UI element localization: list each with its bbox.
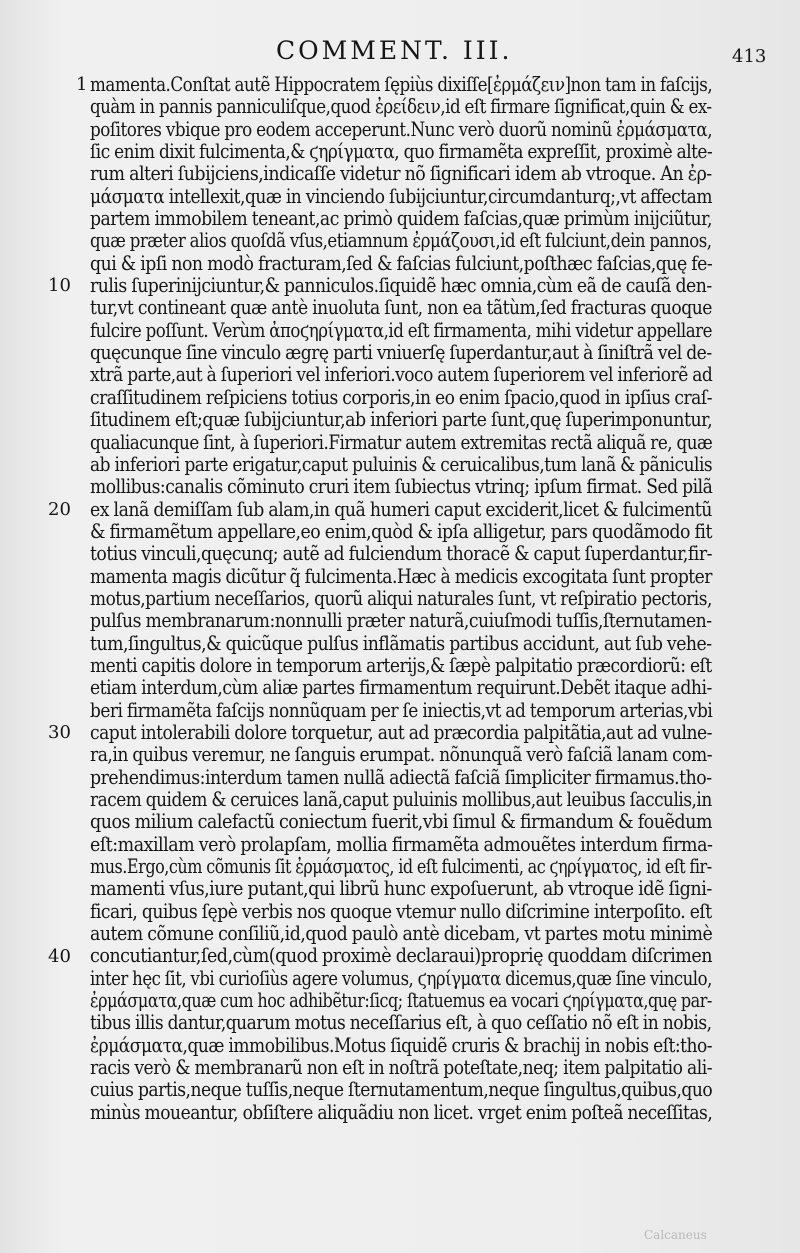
text-line: inter hęc ſit, vbi curioſiùs agere volumus, ϛηρίγματα dicemus,quæ ſine vinculo, xyxy=(90,966,712,990)
text-line: pulſus membranarum:nonnulli præter naturã,cuiuſmodi tuſſis,ſternutamen- xyxy=(90,609,712,633)
text-line: etiam interdum,cùm aliæ partes firmamentum requirunt.Debẽt itaque adhi- xyxy=(90,676,712,700)
text-line: μάσματα intellexit,quæ in vinciendo ſubijciuntur,circumdanturq;,vt affectam xyxy=(90,184,712,208)
text-line: caput intolerabili dolore torquetur, aut ad præcordia palpitãtia,aut ad vulne- xyxy=(90,720,712,744)
text-line: mamenti vſus,iure putant,qui librũ hunc expoſuerunt, ab vtroque idẽ ſigni- xyxy=(90,877,712,901)
margin-line-number: 40 xyxy=(48,945,71,967)
text-line: concutiantur,ſed,cùm(quod proximè declaraui)proprię quoddam diſcrimen xyxy=(90,944,713,968)
text-line: racis verò & membranarũ non eſt in noſtrã poteſtate,neq; item palpitatio ali- xyxy=(90,1056,713,1080)
text-line: mamenta magis dicũtur q̃ fulcimenta.Hæc à medicis excogitata ſunt propter xyxy=(90,564,712,588)
text-line: ἐρμάσματα,quæ cum hoc adhibẽtur:ſicq; ſtatuemus ea vocari ϛηρίγματα,quę par- xyxy=(90,989,712,1013)
text-line: quàm in pannis panniculiſque,quod ἐρείδειν,id eſt firmare ſignificat,quin & ex- xyxy=(90,95,712,119)
text-line: racem quidem & ceruices lanã,caput puluinis mollibus,aut leuibus ſacculis,in xyxy=(90,788,712,811)
text-line: ex lanã demiſſam ſub alam,in quã humeri caput exciderit,licet & fulcimentũ xyxy=(90,497,712,521)
text-line: tibus illis dantur,quarum motus neceſſarius eſt, à quo ceſſatio nõ eſt in nobis, xyxy=(90,1011,712,1035)
running-title: COMMENT. III. xyxy=(276,36,513,65)
text-line: quæ præter alios quoſdã vſus,etiamnum ἐρμάζουσι,id eſt fulciunt,dein pannos, xyxy=(90,229,712,253)
text-line: autem cõmune conſiliũ,id,quod paulò antè dicebam, vt partes motu minimè xyxy=(90,922,713,946)
text-line: ſic enim dixit fulcimenta,& ϛηρίγματα, quo firmamẽta expreſſit, proximè alte- xyxy=(90,140,713,164)
text-line: craſſitudinem reſpiciens totius corporis,in eo enim ſpacio,quod in ipſius craſ- xyxy=(90,385,712,409)
text-line: rulis ſuperinijciuntur,& panniculos.ſiquidẽ hæc omnia,cùm eã de cauſã den- xyxy=(90,274,712,298)
text-line: menti capitis dolore in temporum arterijs,& ſæpè palpitatio præcordiorũ: eſt xyxy=(90,653,712,677)
text-line: tur,vt contineant quæ antè inuoluta ſunt, non ea tãtùm,ſed fracturas quoque xyxy=(90,296,712,320)
text-line: eſt:maxillam verò prolapſam, mollia firmamẽta admouẽtes interdum firma- xyxy=(90,832,713,856)
text-line: ficari, quibus ſępè verbis nos quoque vtemur nullo diſcrimine interpoſito. eſt xyxy=(90,899,712,923)
text-line: quęcunque ſine vinculo ægrę parti vniuerſę ſuperdantur,aut à ſiniſtrã vel de- xyxy=(90,341,712,365)
text-line: ἐρμάσματα,quæ immobilibus.Motus ſiquidẽ cruris & brachij in nobis eſt:tho- xyxy=(90,1033,713,1057)
body-text xyxy=(90,74,712,1124)
text-line: partem immobilem teneant,ac primò quidem faſcias,quæ primùm inijciũtur, xyxy=(90,207,712,231)
text-line: mollibus:canalis cõminuto cruri item ſubiectus vtrinq; ipſum firmat. Sed pilã xyxy=(90,475,713,499)
page-number: 413 xyxy=(732,46,767,67)
text-line: mamenta.Conſtat autẽ Hippocratem ſępiùs dixiſſe[ἐρμάζειν]non tam in faſcijs, xyxy=(90,73,713,96)
text-line: rum alteri ſubijciens,indicaſſe videtur nõ ſignificari idem ab vtroque. An ἐρ- xyxy=(90,162,712,186)
text-line: ſitudinem eſt;quæ ſubijciuntur,ab inferiori parte ſunt,quę ſuperimponuntur, xyxy=(90,408,713,432)
text-line: fulcire poſſunt. Verùm ἀποϛηρίγματα,id eſt firmamenta, mihi videtur appellare xyxy=(90,318,712,342)
text-line: mus.Ergo,cùm cõmunis ſit ἐρμάσματος, id eſt fulcimenti, ac ϛηρίγματος, id eſt fir- xyxy=(90,855,712,879)
margin-line-number: 30 xyxy=(48,722,71,744)
text-line: cuius partis,neque tuſſis,neque ſternutamentum,neque ſingultus,quibus,quo xyxy=(90,1078,713,1102)
text-line: quos milium calefactũ coniectum fuerit,vbi ſimul & firmandum & fouẽdum xyxy=(90,810,712,834)
margin-line-number: 1 xyxy=(76,74,88,95)
text-line: motus,partium neceſſarios, quorũ aliqui naturales ſunt, vt reſpiratio pectoris, xyxy=(90,586,712,610)
text-line: ab inferiori parte erigatur,caput puluinis & ceruicalibus,tum lanã & pãniculis xyxy=(90,452,713,476)
text-line: prehendimus:interdum tamen nullã adiectã faſciã ſimpliciter firmamus.tho- xyxy=(90,765,712,789)
margin-line-number: 20 xyxy=(48,498,71,520)
text-line: & firmamẽtum appellare,eo enim,quòd & ipſa alligetur, pars quodãmodo fit xyxy=(90,519,712,543)
margin-line-number: 10 xyxy=(48,275,71,297)
text-line: minùs moueantur, obſiſtere aliquãdiu non licet. vrget enim poſteã neceſſitas, xyxy=(90,1100,713,1124)
text-line: ra,in quibus veremur, ne ſanguis erumpat. nõnunquã verò faſciã lanam com- xyxy=(90,743,713,767)
text-line: poſitores vbique pro eodem acceperunt.Nunc verò duorũ nominũ ἐρμάσματα, xyxy=(90,117,713,141)
text-line: qui & ipſi non modò fracturam,ſed & faſcias fulciunt,poſthæc faſcias,quę fe- xyxy=(90,251,713,275)
text-line: totius vinculi,quęcunq; autẽ ad fulciendum thoracẽ & caput ſuperdantur,fir- xyxy=(90,542,712,566)
text-line: tum,ſingultus,& quicũque pulſus inflãmatis partibus accidunt, aut ſub vehe- xyxy=(90,631,712,655)
text-line: qualiacunque ſint, à ſuperiori.Firmatur autem extremitas rectã aliquã re, quæ xyxy=(90,430,713,454)
text-line: beri firmamẽta faſcijs nonnũquam per ſe iniectis,vt ad temporum arterias,vbi xyxy=(90,698,713,722)
catchword: Calcaneus xyxy=(644,1228,707,1242)
text-line: xtrã parte,aut à ſuperiori vel inferiori.voco autem ſuperiorem vel inferiorẽ ad xyxy=(90,363,713,387)
